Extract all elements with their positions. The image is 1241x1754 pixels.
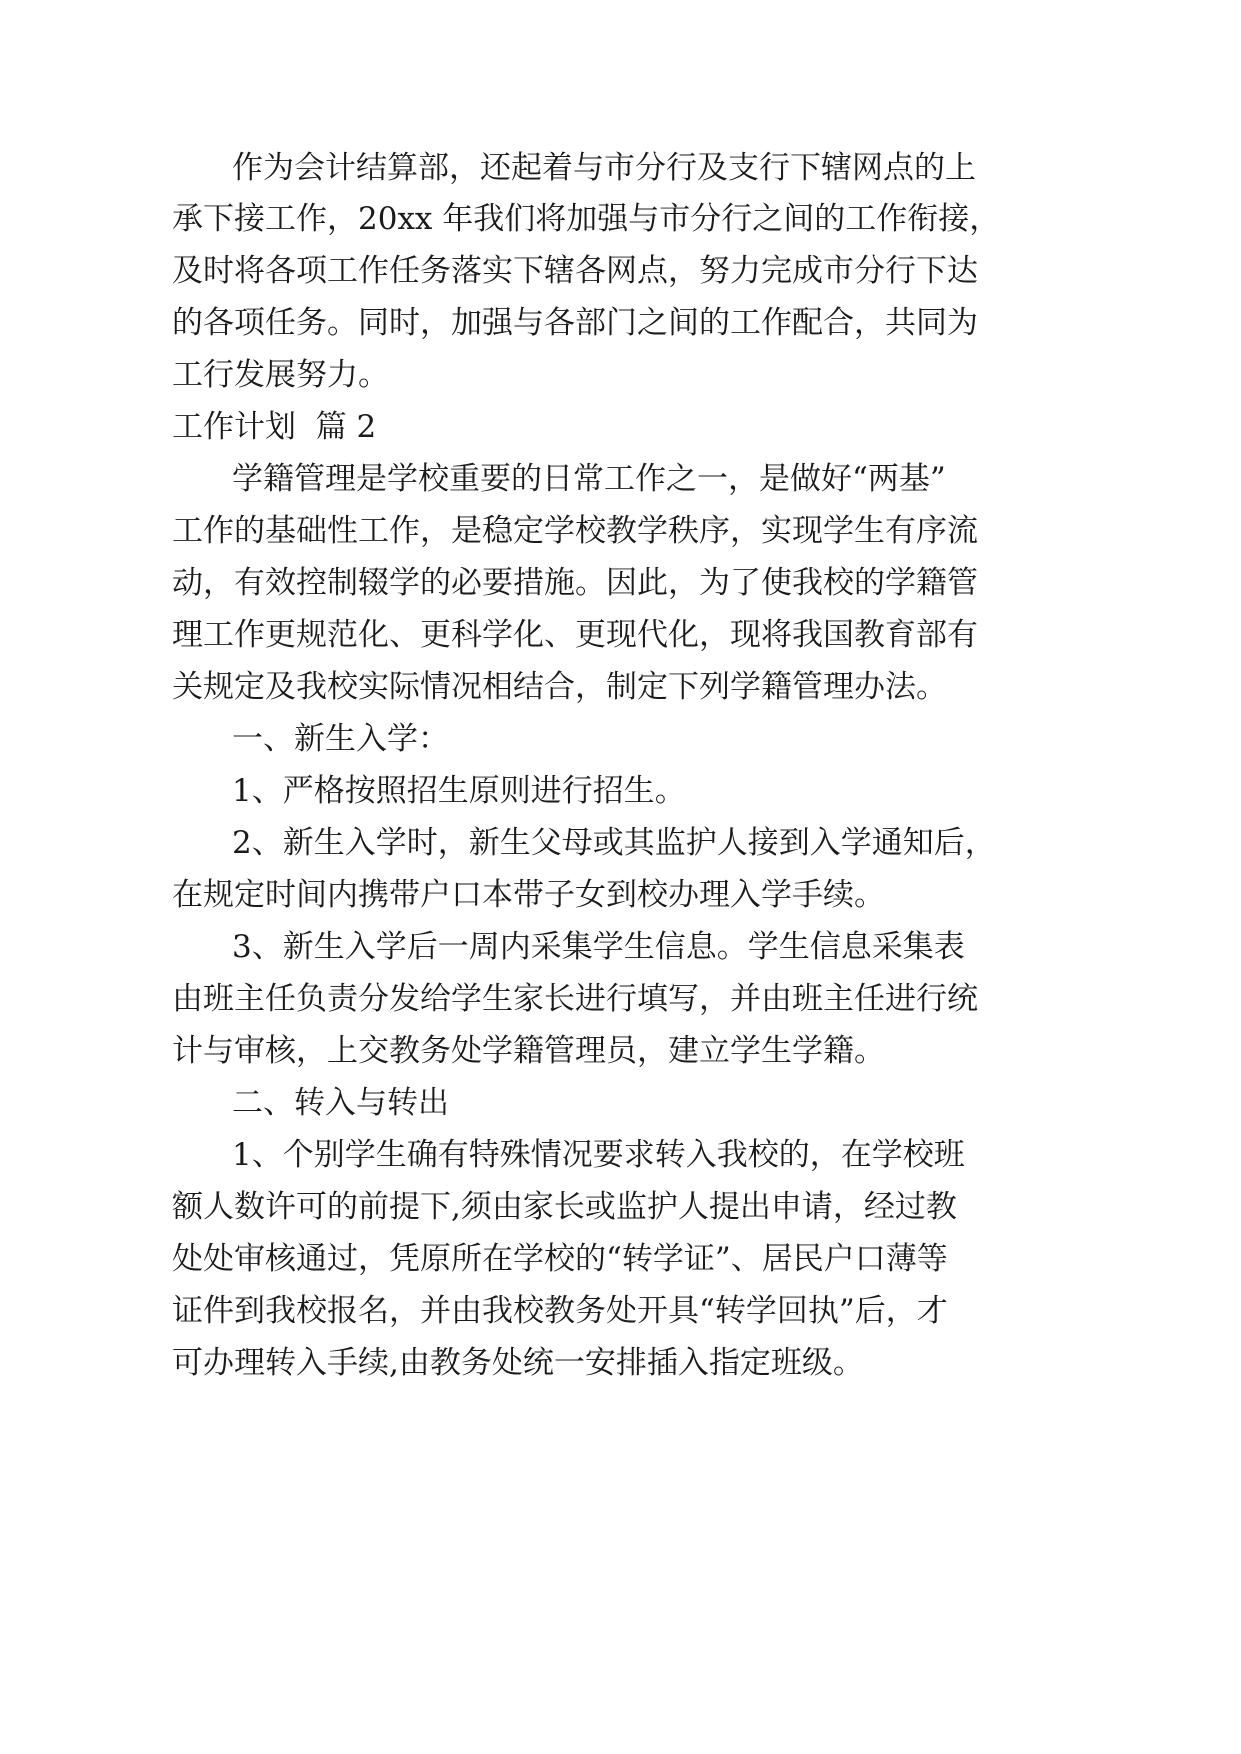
text-line: 动，有效控制辍学的必要措施。因此，为了使我校的学籍管: [172, 565, 978, 601]
subsection-heading: 二、转入与转出: [232, 1085, 449, 1121]
text-line: 在规定时间内携带户口本带子女到校办理入学手续。: [172, 877, 885, 913]
text-line: 的各项任务。同时，加强与各部门之间的工作配合，共同为: [172, 305, 978, 341]
list-item: 3、新生入学后一周内采集学生信息。学生信息采集表: [232, 929, 965, 965]
text-line: 作为会计结算部，还起着与市分行及支行下辖网点的上: [232, 150, 976, 186]
list-item: 1、个别学生确有特殊情况要求转入我校的，在学校班: [232, 1137, 965, 1173]
text-line: 关规定及我校实际情况相结合，制定下列学籍管理办法。: [172, 669, 947, 705]
section-heading: 工作计划 篇 2: [172, 409, 377, 445]
text-line: 学籍管理是学校重要的日常工作之一，是做好“两基”: [232, 461, 946, 497]
list-item: 2、新生入学时，新生父母或其监护人接到入学通知后，: [232, 825, 996, 861]
text-line: 证件到我校报名，并由我校教务处开具“转学回执”后，才: [172, 1293, 948, 1329]
text-line: 理工作更规范化、更科学化、更现代化，现将我国教育部有: [172, 617, 978, 653]
list-item: 1、严格按照招生原则进行招生。: [232, 773, 686, 809]
text-line: 可办理转入手续,由教务处统一安排插入指定班级。: [172, 1345, 864, 1381]
text-line: 工作的基础性工作，是稳定学校教学秩序，实现学生有序流: [172, 513, 978, 549]
text-line: 处处审核通过，凭原所在学校的“转学证”、居民户口薄等: [172, 1241, 948, 1277]
text-line: 承下接工作，20xx 年我们将加强与市分行之间的工作衔接，: [172, 201, 1001, 237]
text-line: 工行发展努力。: [172, 357, 389, 393]
text-line: 及时将各项工作任务落实下辖各网点，努力完成市分行下达: [172, 253, 978, 289]
subsection-heading: 一、新生入学：: [232, 721, 449, 757]
text-line: 计与审核，上交教务处学籍管理员，建立学生学籍。: [172, 1033, 885, 1069]
text-line: 由班主任负责分发给学生家长进行填写，并由班主任进行统: [172, 981, 978, 1017]
text-line: 额人数许可的前提下,须由家长或监护人提出申请，经过教: [172, 1189, 957, 1225]
